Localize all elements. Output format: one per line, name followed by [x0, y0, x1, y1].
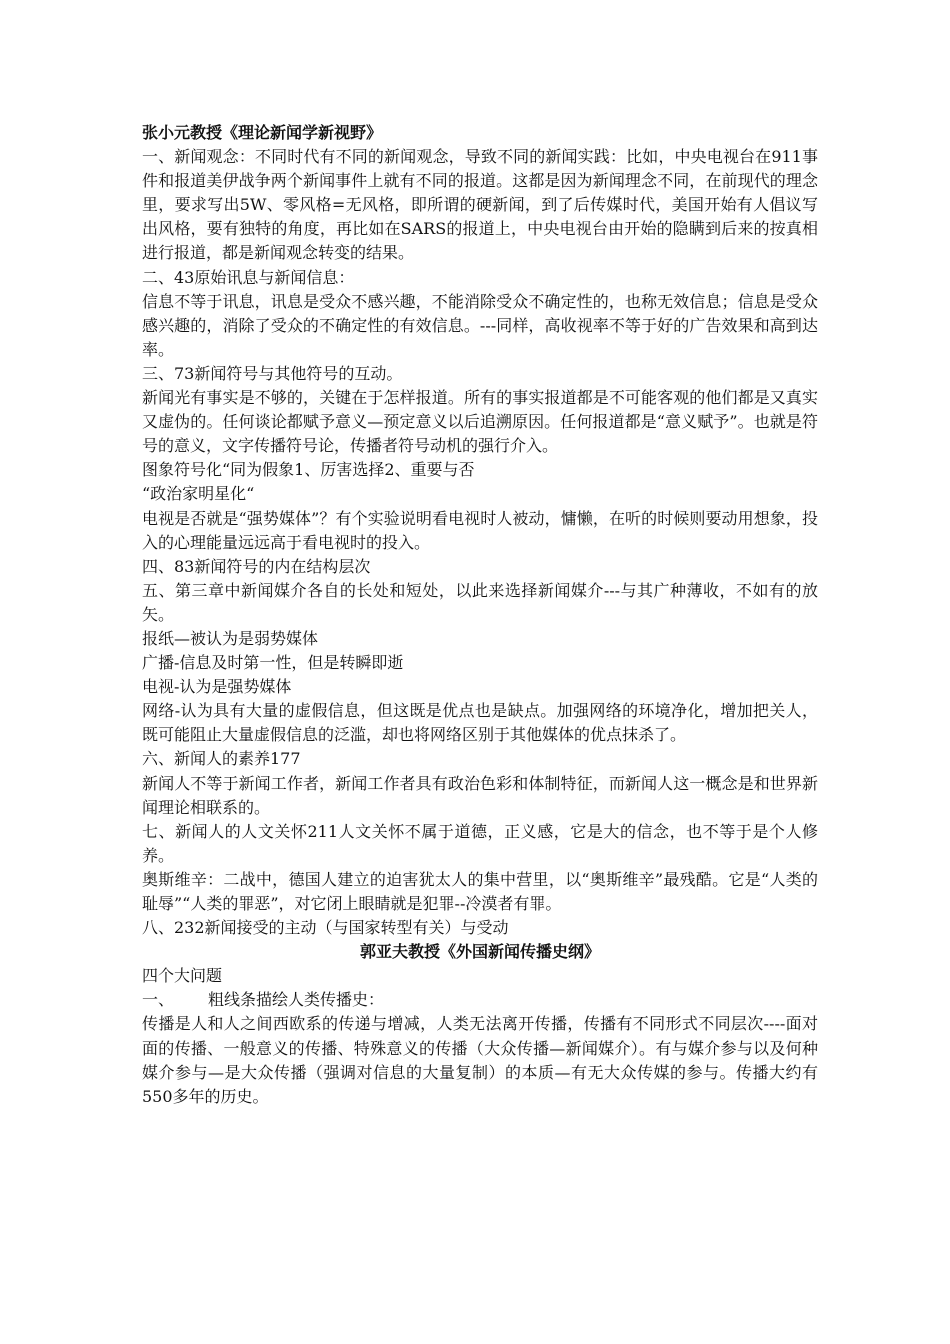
paragraph-newspaper: 报纸—被认为是弱势媒体: [142, 628, 319, 648]
paragraph-heading-7: 七、新闻人的人文关怀211人文关怀不属于道德，正义感，它是大的信念，也不等于是个人修养。: [142, 821, 818, 865]
paragraph-news-symbols: 新闻光有事实是不够的，关键在于怎样报道。所有的事实报道都是不可能客观的他们都是又真实又虚伪的。任何谈论都赋予意义—预定意义以后追溯原因。任何报道都是“意义赋予”。也就是符号的意义，文字传播符号论，传播者符号动机的强行介入。: [142, 388, 818, 456]
list-item-text: 粗线条描绘人类传播史：: [208, 990, 385, 1010]
paragraph-heading-5: 五、第三章中新闻媒介各自的长处和短处，以此来选择新闻媒介---与其广种薄收，不如有的放矢。: [142, 580, 818, 624]
paragraph-list-item-1: [142, 988, 818, 1012]
paragraph-politician-star: “政治家明星化“: [142, 484, 255, 504]
paragraph-communication-history: 传播是人和人之间西欧系的传递与增减，人类无法离开传播，传播有不同形式不同层次----面对面的传播、一般意义的传播、特殊意义的传播（大众传播—新闻媒介）。有与媒介参与以及何种媒介参与—是大众传播（强调对信息的大量复制）的本质—有无大众传媒的参与。传播大约有550多年的历史。: [142, 1014, 818, 1106]
paragraph-auschwitz: 奥斯维辛：二战中，德国人建立的迫害犹太人的集中营里，以“奥斯维辛”最残酷。它是“人类的耻辱”“人类的罪恶”，对它闭上眼睛就是犯罪--冷漠者有罪。: [142, 869, 818, 913]
section-title-zhang: 张小元教授《理论新闻学新视野》: [142, 123, 383, 142]
paragraph-heading-4: 四、83新闻符号的内在结构层次: [142, 556, 371, 576]
paragraph-heading-3: 三、73新闻符号与其他符号的互动。: [142, 363, 403, 383]
paragraph-television: 电视-认为是强势媒体: [142, 677, 292, 697]
document-page: [142, 121, 818, 1109]
paragraph-news-concept: 一、新闻观念：不同时代有不同的新闻观念，导致不同的新闻实践：比如，中央电视台在911事件和报道美伊战争两个新闻事件上就有不同的报道。这都是因为新闻理念不同，在前现代的理念里，要求写出5W、零风格=无风格，即所谓的硬新闻，到了后传媒时代，美国开始有人倡议写出风格，要有独特的角度，再比如在SARS的报道上，中央电视台由开始的隐瞒到后来的按真相进行报道，都是新闻观念转变的结果。: [142, 147, 818, 263]
paragraph-information: 信息不等于讯息，讯息是受众不感兴趣，不能消除受众不确定性的，也称无效信息；信息是受众感兴趣的，消除了受众的不确定性的有效信息。---同样，高收视率不等于好的广告效果和高到达率。: [142, 291, 818, 359]
paragraph-four-questions: 四个大问题: [142, 966, 223, 986]
list-number: 一、: [142, 990, 175, 1010]
paragraph-heading-8: 八、232新闻接受的主动（与国家转型有关）与受动: [142, 918, 509, 938]
paragraph-journalist: 新闻人不等于新闻工作者，新闻工作者具有政治色彩和体制特征，而新闻人这一概念是和世界新闻理论相联系的。: [142, 773, 818, 817]
paragraph-image-symbol: 图象符号化“同为假象1、厉害选择2、重要与否: [142, 460, 475, 480]
paragraph-heading-6: 六、新闻人的素养177: [142, 749, 301, 769]
paragraph-tv-media: 电视是否就是“强势媒体”？有个实验说明看电视时人被动，慵懒，在听的时候则要动用想象，投入的心理能量远远高于看电视时的投入。: [142, 508, 818, 552]
paragraph-internet: 网络-认为具有大量的虚假信息，但这既是优点也是缺点。加强网络的环境净化，增加把关人，既可能阻止大量虚假信息的泛滥，却也将网络区别于其他媒体的优点抹杀了。: [142, 701, 818, 745]
paragraph-heading-2: 二、43原始讯息与新闻信息：: [142, 267, 355, 287]
paragraph-radio: 广播-信息及时第一性，但是转瞬即逝: [142, 653, 404, 673]
section-title-guo: 郭亚夫教授《外国新闻传播史纲》: [359, 942, 600, 962]
